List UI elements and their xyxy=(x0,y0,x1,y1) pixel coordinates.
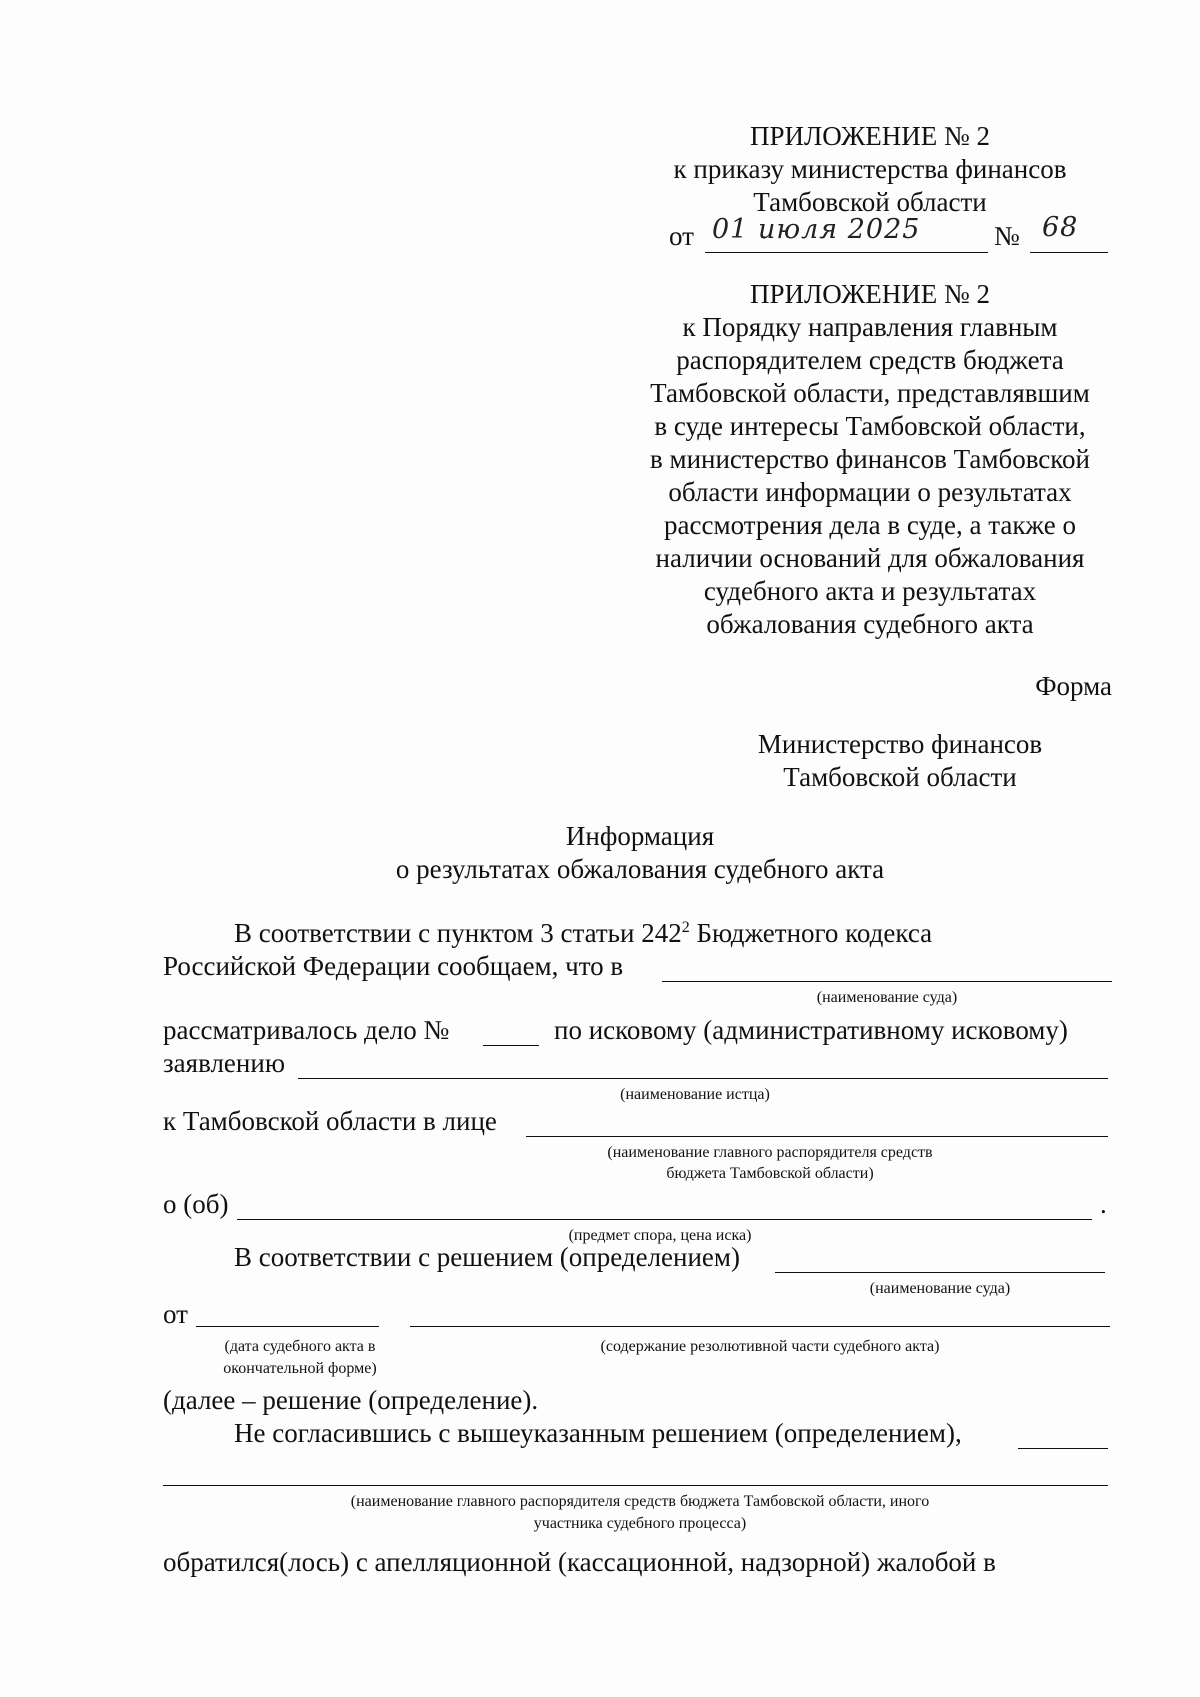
header1-title: ПРИЛОЖЕНИЕ № 2 xyxy=(749,121,991,151)
date-underline xyxy=(705,252,988,253)
header1-line2: Тамбовской области xyxy=(753,187,987,217)
p2-line2: от xyxy=(163,1299,188,1329)
header2-line: обжалования судебного акта xyxy=(706,609,1034,639)
p1-line5: к Тамбовской области в лице xyxy=(163,1106,497,1136)
p1-line3-a: рассматривалось дело № xyxy=(163,1015,450,1045)
court2-underline xyxy=(775,1272,1105,1273)
header2-lines xyxy=(620,311,1120,641)
p1-line1-a: В соответствии с пунктом 3 статьи 242 xyxy=(234,918,682,948)
form-label: Форма xyxy=(1035,671,1112,701)
header1-date-prefix: от xyxy=(669,221,694,251)
date-act-underline xyxy=(196,1326,379,1327)
hint-distributor-2: бюджета Тамбовской области) xyxy=(666,1165,874,1182)
addressee-line1: Министерство финансов xyxy=(757,729,1043,759)
p1-line6-end: . xyxy=(1100,1189,1107,1219)
plaintiff-underline xyxy=(298,1078,1108,1079)
hint-court2: (наименование суда) xyxy=(869,1280,1011,1297)
p1-line2: Российской Федерации сообщаем, что в xyxy=(163,951,624,981)
addressee-line2: Тамбовской области xyxy=(783,762,1017,792)
header2-line: области информации о результатах xyxy=(668,477,1072,507)
header2-line: судебного акта и результатах xyxy=(703,576,1037,606)
number-underline xyxy=(1030,252,1108,253)
p1-line6: о (об) xyxy=(163,1189,229,1219)
p3-line2: обратился(лось) с апелляционной (кассационной, надзорной) жалобой в xyxy=(163,1547,996,1577)
header1-line1: к приказу министерства финансов xyxy=(673,154,1067,184)
hint-subject: (предмет спора, цена иска) xyxy=(568,1227,752,1244)
hint-distributor-1: (наименование главного распорядителя средств xyxy=(607,1144,933,1161)
hint-plaintiff: (наименование истца) xyxy=(620,1086,770,1103)
header2-line: распорядителем средств бюджета xyxy=(676,345,1064,375)
hint-date-2: окончательной форме) xyxy=(223,1360,377,1377)
header2-line: Тамбовской области, представлявшим xyxy=(650,378,1090,408)
p3-line1: Не согласившись с вышеуказанным решением (определением), xyxy=(234,1418,962,1448)
p2-line1: В соответствии с решением (определением) xyxy=(234,1242,740,1272)
doc-title-line2: о результатах обжалования судебного акта xyxy=(395,854,885,884)
resolution-underline xyxy=(410,1326,1110,1327)
subject-underline xyxy=(237,1219,1092,1220)
participant-underline-full xyxy=(163,1485,1108,1486)
header1-number-prefix: № xyxy=(994,221,1020,251)
p1-line4: заявлению xyxy=(163,1048,285,1078)
hint-resolution: (содержание резолютивной части судебного акта) xyxy=(600,1338,940,1355)
header2-line: наличии оснований для обжалования xyxy=(655,543,1085,573)
participant-underline-short xyxy=(1018,1448,1108,1449)
handwritten-date: 01 июля 2025 xyxy=(712,214,921,245)
p1-line1-sup: 2 xyxy=(681,919,690,936)
header2-line: в суде интересы Тамбовской области, xyxy=(654,411,1086,441)
header2-line: к Порядку направления главным xyxy=(682,312,1058,342)
p1-line3-b: по исковому (административному исковому) xyxy=(554,1015,1068,1045)
header2-line: рассмотрения дела в суде, а также о xyxy=(664,510,1076,540)
p1-line1 xyxy=(234,917,1112,949)
distributor-underline xyxy=(526,1136,1108,1137)
p1-line1-b: Бюджетного кодекса xyxy=(689,918,933,948)
hint-date-1: (дата судебного акта в xyxy=(224,1338,376,1355)
hint-participant-1: (наименование главного распорядителя средств бюджета Тамбовской области, иного xyxy=(350,1493,930,1510)
handwritten-number: 68 xyxy=(1042,212,1079,243)
court-underline xyxy=(662,981,1112,982)
case-number-underline xyxy=(483,1045,539,1046)
doc-title-line1: Информация xyxy=(565,821,715,851)
header2-line: в министерство финансов Тамбовской xyxy=(649,444,1090,474)
hint-court: (наименование суда) xyxy=(816,989,958,1006)
p2-line3: (далее – решение (определение). xyxy=(163,1385,539,1415)
header2-title: ПРИЛОЖЕНИЕ № 2 xyxy=(749,279,991,309)
hint-participant-2: участника судебного процесса) xyxy=(533,1515,747,1532)
